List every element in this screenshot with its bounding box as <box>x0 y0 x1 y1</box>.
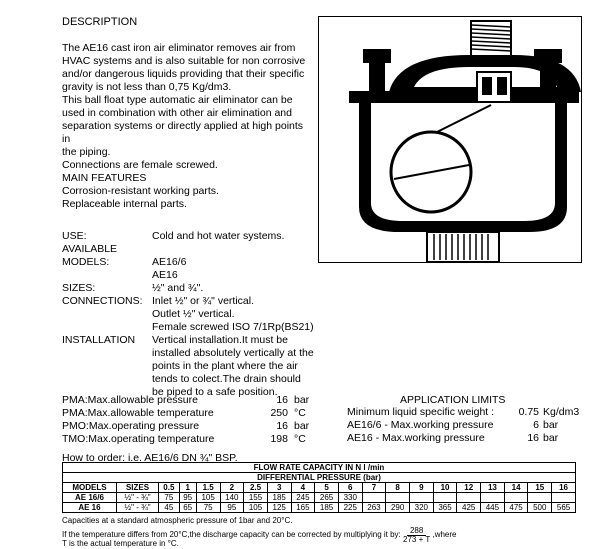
flow-value-cell: 125 <box>267 503 291 513</box>
limit-unit: Kg/dm3 <box>543 406 580 418</box>
spec-installation <box>62 334 332 399</box>
rating-label: PMA:Max.allowable temperature <box>62 407 214 419</box>
flow-value-cell: 445 <box>481 503 505 513</box>
table-subtitle: DIFFERENTIAL PRESSURE (bar) <box>63 473 576 483</box>
fraction-numerator: 288 <box>407 526 426 536</box>
flow-rate-table <box>62 462 576 513</box>
description-line: separation systems or directly applied at high points in <box>62 120 304 145</box>
flow-value-cell: 365 <box>433 503 457 513</box>
description-title: DESCRIPTION <box>62 16 138 28</box>
table-header-row <box>63 483 576 493</box>
sizes-value: ½" and ¾". <box>152 282 204 294</box>
pressure-header-cell: 12 <box>457 483 481 493</box>
air-eliminator-illustration <box>319 17 581 262</box>
rating-label: TMO:Max.operating temperature <box>62 433 215 445</box>
flow-value-cell: 140 <box>220 493 244 503</box>
pressure-temperature-ratings <box>62 394 324 446</box>
pressure-header-cell: 2 <box>220 483 244 493</box>
limit-row <box>347 432 587 445</box>
size-cell: ½" - ¾" <box>116 503 158 513</box>
description-line: used in combination with other air elimination and <box>62 107 292 119</box>
table-title: FLOW RATE CAPACITY IN N l /min <box>63 463 576 473</box>
connection-value: Outlet ½" vertical. <box>152 308 235 320</box>
rating-label: PMO:Max.operating pressure <box>62 420 200 432</box>
flow-value-cell <box>504 493 528 503</box>
rating-row <box>62 394 324 407</box>
spec-models <box>62 256 332 282</box>
limit-value: 6 <box>533 419 539 431</box>
flow-value-cell: 185 <box>315 503 339 513</box>
flow-value-cell: 265 <box>315 493 339 503</box>
flow-value-cell: 75 <box>196 503 220 513</box>
installation-value: Vertical installation.It must be <box>152 334 288 346</box>
description-line: and/or dangerous liquids providing that their specific <box>62 68 305 80</box>
table-subtitle-row <box>63 473 576 483</box>
note-capacities: Capacities at a standard atmospheric pressure of 1bar and 20°C. <box>62 516 293 525</box>
pressure-header-cell: 1 <box>179 483 196 493</box>
table-title-row <box>63 463 576 473</box>
how-to-order: How to order: i.e. AE16/6 DN ¾" BSP. <box>62 452 238 464</box>
description-line: This ball float type automatic air eliminator can be <box>62 94 293 106</box>
feature-line: Replaceable internal parts. <box>62 198 187 210</box>
rating-value: 16 <box>276 394 288 406</box>
flow-value-cell: 65 <box>179 503 196 513</box>
available-label: AVAILABLE <box>62 243 118 255</box>
flow-value-cell <box>433 493 457 503</box>
flow-value-cell: 105 <box>196 493 220 503</box>
col-sizes: SIZES <box>116 483 158 493</box>
flow-value-cell: 565 <box>552 503 576 513</box>
table-row <box>63 503 576 513</box>
specs-block <box>62 230 332 399</box>
pressure-header-cell: 13 <box>481 483 505 493</box>
pressure-header-cell: 14 <box>504 483 528 493</box>
model-cell: AE 16/6 <box>63 493 117 503</box>
rating-value: 16 <box>276 420 288 432</box>
pressure-header-cell: 8 <box>386 483 410 493</box>
connection-value: Inlet ½" or ¾" vertical. <box>152 295 254 307</box>
pressure-header-cell: 4 <box>291 483 315 493</box>
limit-value: 16 <box>527 432 539 444</box>
flow-value-cell: 225 <box>338 503 362 513</box>
flow-value-cell: 263 <box>362 503 386 513</box>
flow-value-cell <box>386 493 410 503</box>
installation-value: installed absolutely vertically at the <box>152 347 314 359</box>
flow-value-cell: 320 <box>410 503 434 513</box>
pressure-header-cell: 15 <box>528 483 552 493</box>
rating-value: 198 <box>270 433 288 445</box>
spec-available <box>62 243 332 256</box>
flow-value-cell: 185 <box>267 493 291 503</box>
fraction-denominator: 273 + T <box>403 535 431 544</box>
limit-label: AE16/6 - Max.working pressure <box>347 419 494 431</box>
correction-fraction <box>403 526 430 544</box>
rating-unit: °C <box>294 407 306 419</box>
flow-value-cell: 105 <box>244 503 268 513</box>
pressure-header-cell: 0.5 <box>159 483 179 493</box>
installation-value: points in the plant where the air <box>152 360 298 372</box>
connections-label: CONNECTIONS: <box>62 295 143 307</box>
flow-value-cell: 75 <box>159 493 179 503</box>
sizes-label: SIZES: <box>62 282 96 294</box>
rating-row <box>62 433 324 446</box>
pressure-header-cell: 1.5 <box>196 483 220 493</box>
use-value: Cold and hot water systems. <box>152 230 285 242</box>
rating-row <box>62 407 324 420</box>
flow-value-cell: 165 <box>291 503 315 513</box>
feature-line: Corrosion-resistant working parts. <box>62 185 219 197</box>
limit-unit: bar <box>543 419 559 431</box>
description-line: the piping. <box>62 146 111 158</box>
flow-value-cell <box>457 493 481 503</box>
installation-value: tends to colect.The drain should <box>152 373 301 385</box>
limit-row <box>347 406 587 419</box>
spec-connections <box>62 295 332 334</box>
flow-value-cell <box>552 493 576 503</box>
rating-unit: bar <box>294 420 310 432</box>
features-title: MAIN FEATURES <box>62 172 147 184</box>
model-value: AE16/6 <box>152 256 187 268</box>
use-label: USE: <box>62 230 87 242</box>
pressure-header-cell: 3 <box>267 483 291 493</box>
flow-value-cell: 500 <box>528 503 552 513</box>
flow-value-cell: 290 <box>386 503 410 513</box>
rating-row <box>62 420 324 433</box>
flow-value-cell: 95 <box>220 503 244 513</box>
pressure-header-cell: 9 <box>410 483 434 493</box>
description-line: HVAC systems and is also suitable for non corrosive <box>62 55 306 67</box>
note-correction-text: If the temperature differs from 20°C,the discharge capacity can be corrected by multiplying it by: <box>62 530 401 540</box>
application-limits-title: APPLICATION LIMITS <box>400 394 506 406</box>
flow-value-cell: 155 <box>244 493 268 503</box>
description-body <box>62 42 312 172</box>
description-line: The AE16 cast iron air eliminator removes air from <box>62 42 296 54</box>
installation-value: be piped to a safe position. <box>152 386 278 398</box>
description-line: gravity is not less than 0,75 Kg/dm3. <box>62 81 232 93</box>
note-temperature-definition: T is the actual temperature in °C. <box>62 539 179 548</box>
features-body <box>62 185 219 211</box>
flow-value-cell: 45 <box>159 503 179 513</box>
flow-value-cell: 95 <box>179 493 196 503</box>
rating-unit: bar <box>294 394 310 406</box>
connection-value: Female screwed ISO 7/1Rp(BS21) <box>152 321 314 333</box>
models-label: MODELS: <box>62 256 110 268</box>
pressure-header-cell: 10 <box>433 483 457 493</box>
flow-value-cell <box>528 493 552 503</box>
note-where: ,where <box>432 530 457 540</box>
limit-label: AE16 - Max.working pressure <box>347 432 485 444</box>
spec-sizes <box>62 282 332 295</box>
rating-value: 250 <box>270 407 288 419</box>
limit-unit: bar <box>543 432 559 444</box>
limit-value: 0.75 <box>518 406 539 418</box>
application-limits <box>347 406 587 445</box>
flow-value-cell <box>481 493 505 503</box>
flow-value-cell <box>362 493 386 503</box>
flow-value-cell <box>410 493 434 503</box>
installation-label: INSTALLATION <box>62 334 136 346</box>
flow-value-cell: 245 <box>291 493 315 503</box>
description-line: Connections are female screwed. <box>62 159 218 171</box>
limit-row <box>347 419 587 432</box>
pressure-header-cell: 5 <box>315 483 339 493</box>
pressure-header-cell: 16 <box>552 483 576 493</box>
limit-label: Minimum liquid specific weight : <box>347 406 495 418</box>
rating-unit: °C <box>294 433 306 445</box>
flow-value-cell: 425 <box>457 503 481 513</box>
rating-label: PMA:Max.allowable pressure <box>62 394 198 406</box>
spec-use <box>62 230 332 243</box>
product-cross-section-drawing <box>318 16 582 263</box>
pressure-header-cell: 6 <box>338 483 362 493</box>
table-row <box>63 493 576 503</box>
flow-value-cell: 330 <box>338 493 362 503</box>
col-models: MODELS <box>63 483 117 493</box>
size-cell: ½" - ¾" <box>116 493 158 503</box>
flow-value-cell: 475 <box>504 503 528 513</box>
pressure-header-cell: 7 <box>362 483 386 493</box>
pressure-header-cell: 2.5 <box>244 483 268 493</box>
model-value: AE16 <box>152 269 178 281</box>
model-cell: AE 16 <box>63 503 117 513</box>
